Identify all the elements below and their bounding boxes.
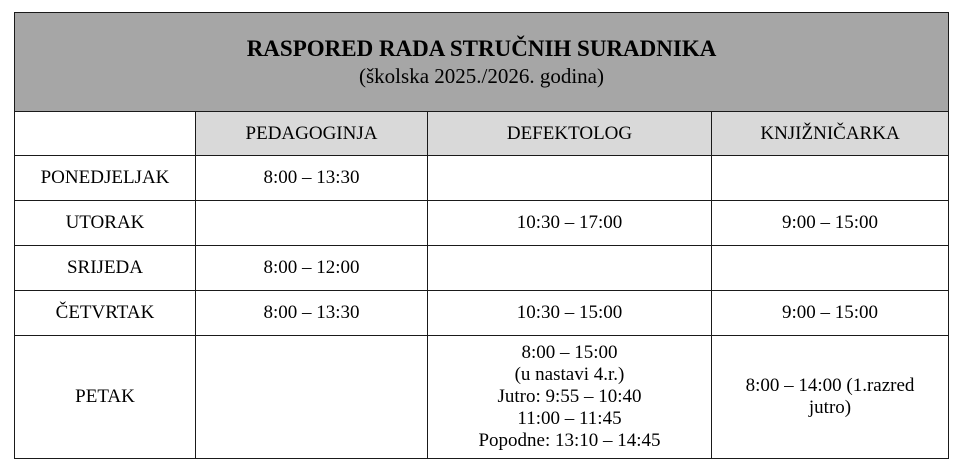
knjiznicarka-cell: 9:00 – 15:00	[712, 291, 949, 336]
schedule-table	[14, 12, 949, 459]
title-cell	[15, 13, 949, 112]
defektolog-line: (u nastavi 4.r.)	[514, 364, 625, 385]
header-row	[15, 112, 949, 156]
defektolog-line: 8:00 – 15:00	[521, 342, 618, 363]
pedagoginja-cell: 8:00 – 13:30	[196, 291, 428, 336]
table-row	[15, 246, 949, 291]
header-pedagoginja: PEDAGOGINJA	[196, 112, 428, 156]
defektolog-cell	[428, 156, 712, 201]
header-knjiznicarka: KNJIŽNIČARKA	[712, 112, 949, 156]
pedagoginja-cell: 8:00 – 13:30	[196, 156, 428, 201]
page-subtitle: (školska 2025./2026. godina)	[359, 64, 604, 88]
day-cell: PONEDJELJAK	[15, 156, 196, 201]
knjiznicarka-line: jutro)	[808, 397, 852, 418]
knjiznicarka-cell	[712, 336, 949, 459]
day-cell: SRIJEDA	[15, 246, 196, 291]
table-row	[15, 291, 949, 336]
pedagoginja-cell: 8:00 – 12:00	[196, 246, 428, 291]
title-row	[15, 13, 949, 112]
defektolog-cell	[428, 336, 712, 459]
table-row	[15, 336, 949, 459]
defektolog-cell: 10:30 – 17:00	[428, 201, 712, 246]
pedagoginja-cell	[196, 201, 428, 246]
day-cell: PETAK	[15, 336, 196, 459]
knjiznicarka-line: 8:00 – 14:00 (1.razred	[745, 375, 915, 396]
defektolog-line: 11:00 – 11:45	[517, 408, 622, 429]
header-corner	[15, 112, 196, 156]
table-row	[15, 201, 949, 246]
defektolog-cell: 10:30 – 15:00	[428, 291, 712, 336]
header-defektolog: DEFEKTOLOG	[428, 112, 712, 156]
defektolog-cell	[428, 246, 712, 291]
page-title: RASPORED RADA STRUČNIH SURADNIKA	[246, 36, 717, 61]
pedagoginja-cell	[196, 336, 428, 459]
knjiznicarka-cell	[712, 156, 949, 201]
knjiznicarka-cell	[712, 246, 949, 291]
day-cell: ČETVRTAK	[15, 291, 196, 336]
defektolog-line: Jutro: 9:55 – 10:40	[497, 386, 642, 407]
knjiznicarka-note	[746, 375, 915, 419]
knjiznicarka-cell: 9:00 – 15:00	[712, 201, 949, 246]
day-cell: UTORAK	[15, 201, 196, 246]
table-row	[15, 156, 949, 201]
defektolog-line: Popodne: 13:10 – 14:45	[478, 430, 661, 451]
